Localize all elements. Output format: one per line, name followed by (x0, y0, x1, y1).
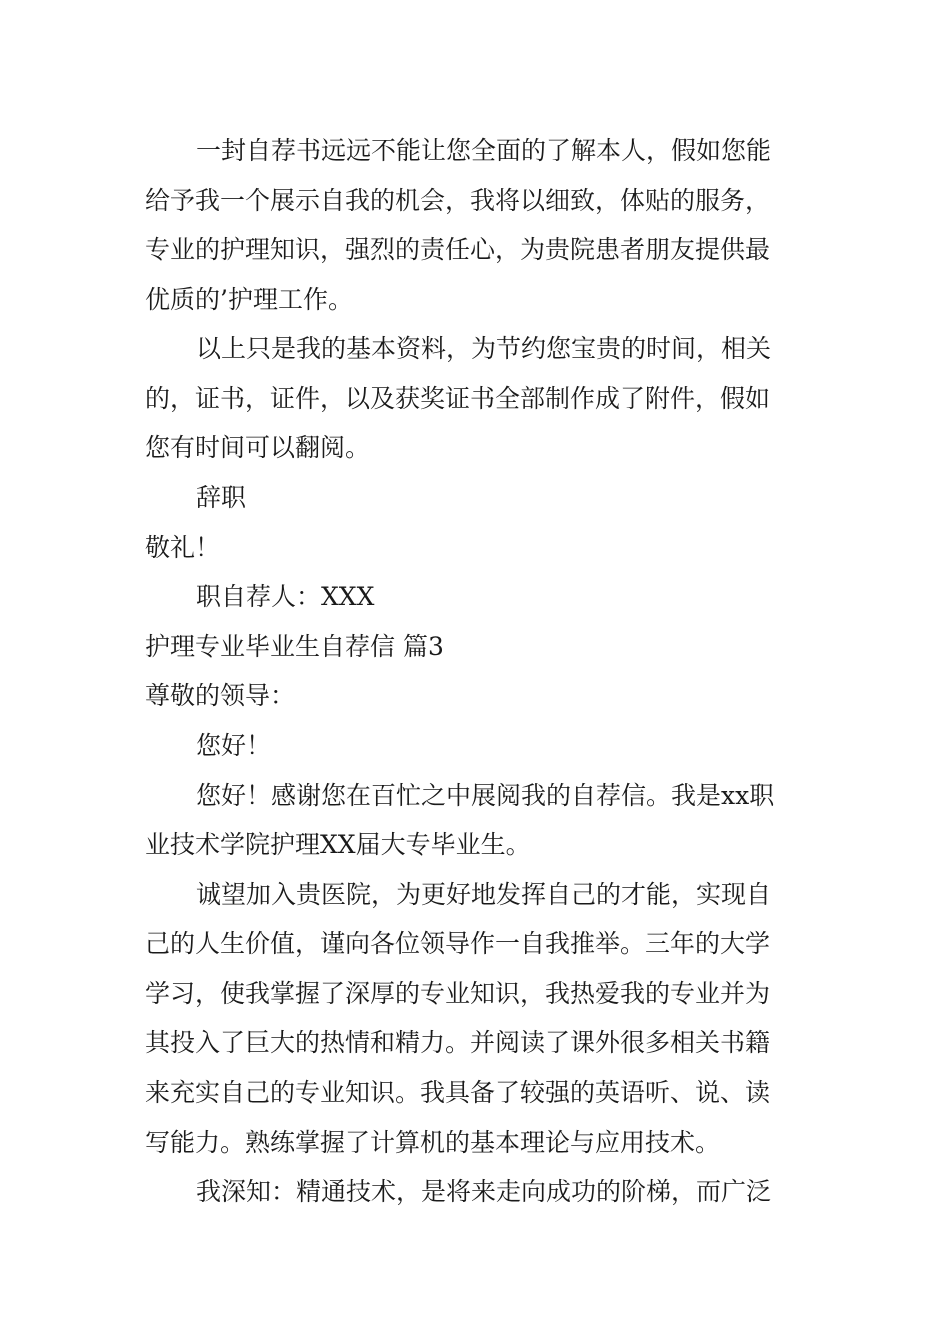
text-line: 其投入了巨大的热情和精力。并阅读了课外很多相关书籍 (145, 1028, 771, 1057)
text-line: 诚望加入贵医院，为更好地发挥自己的才能，实现自 (196, 880, 772, 909)
text-line: 己的人生价值，谨向各位领导作一自我推举。三年的大学 (145, 929, 771, 958)
section-heading: 护理专业毕业生自荐信 篇3 (145, 632, 444, 661)
text-line: 优质的’护理工作。 (145, 285, 353, 314)
text-line: 您好！感谢您在百忙之中展阅我的自荐信。我是xx职 (196, 781, 775, 810)
text-line: 您好！ (196, 731, 272, 760)
text-line: 我深知：精通技术，是将来走向成功的阶梯，而广泛 (196, 1177, 772, 1206)
greeting: 尊敬的领导： (145, 681, 296, 710)
text-line: 辞职 (196, 483, 247, 512)
text-line: 来充实自己的专业知识。我具备了较强的英语听、说、读 (145, 1078, 771, 1107)
text-line: 写能力。熟练掌握了计算机的基本理论与应用技术。 (145, 1128, 721, 1157)
text-line: 您有时间可以翻阅。 (145, 433, 371, 462)
text-line: 一封自荐书远远不能让您全面的了解本人，假如您能 (196, 136, 772, 165)
text-line: 给予我一个展示自我的机会，我将以细致，体贴的服务， (145, 186, 771, 215)
closing-salutation: 敬礼！ (145, 533, 221, 562)
text-line: 业技术学院护理XX届大专毕业生。 (145, 830, 531, 859)
text-line: 的，证书，证件，以及获奖证书全部制作成了附件，假如 (145, 384, 771, 413)
signature-line: 职自荐人：XXX (196, 582, 375, 611)
text-line: 以上只是我的基本资料，为节约您宝贵的时间，相关 (196, 334, 772, 363)
text-line: 专业的护理知识，强烈的责任心，为贵院患者朋友提供最 (145, 235, 771, 264)
text-line: 学习，使我掌握了深厚的专业知识，我热爱我的专业并为 (145, 979, 771, 1008)
